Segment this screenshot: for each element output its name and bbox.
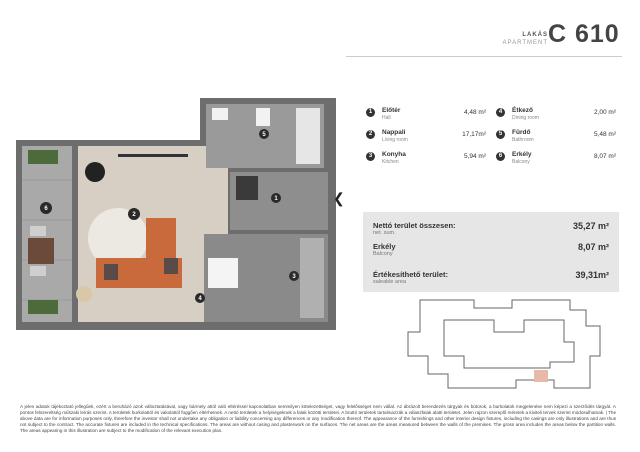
room-number: 1 (366, 108, 375, 117)
balcony-area-sub: Balcony (373, 251, 393, 257)
room-name-en: Kitchen (382, 159, 399, 165)
room-number: 5 (496, 130, 505, 139)
building-key-plan (404, 296, 608, 396)
net-area-value: 35,27 m² (572, 221, 609, 231)
header-divider (346, 56, 622, 57)
room-area: 2,00 m² (593, 109, 616, 116)
room-name: Fürdő (512, 129, 531, 136)
room-name-en: Bathroom (512, 137, 534, 143)
room-number: 4 (496, 108, 505, 117)
room-name-en: Balcony (512, 159, 530, 165)
room-name-en: Dining room (512, 115, 539, 121)
room-item (366, 150, 486, 170)
room-area: 17,17m² (462, 131, 486, 138)
room-area: 4,48 m² (463, 109, 486, 116)
tv-unit (118, 154, 188, 157)
plan-label-kitchen: 3 (292, 274, 296, 280)
plan-label-dining: 4 (198, 296, 202, 302)
saleable-area-sub: saleable area (373, 279, 407, 285)
room-item (496, 150, 616, 170)
room-name: Előtér (382, 107, 401, 114)
room-name: Nappali (382, 129, 406, 136)
balcony-table (28, 238, 54, 264)
balcony-area-label: Erkély (373, 242, 396, 251)
room-item (366, 128, 486, 148)
balcony-floor (22, 146, 72, 322)
bathtub (296, 108, 320, 164)
entrance-arrow-icon: ❮ (333, 190, 345, 206)
room-number: 2 (366, 130, 375, 139)
room-name: Konyha (382, 151, 406, 158)
net-area-sub: net. sum. (373, 230, 396, 236)
floor-plan (0, 0, 345, 340)
room-name: Étkező (512, 107, 533, 114)
plan-label-bathroom: 5 (262, 132, 266, 138)
room-number: 6 (496, 152, 505, 161)
room-item (496, 128, 616, 148)
plan-label-balcony: 6 (44, 206, 48, 212)
room-item (496, 106, 616, 126)
lamp (85, 162, 105, 182)
room-area: 8,07 m² (593, 153, 616, 160)
planter (28, 300, 58, 314)
apartment-label-hu: LAKÁS (522, 32, 548, 38)
room-area: 5,48 m² (593, 131, 616, 138)
saleable-area-value: 39,31m² (575, 270, 609, 280)
sink (212, 108, 228, 120)
planter (28, 150, 58, 164)
kitchen-counter (300, 238, 324, 318)
apartment-label-en: APARTMENT (502, 40, 548, 46)
room-name: Erkély (512, 151, 532, 158)
wardrobe (236, 176, 258, 200)
balcony-area-value: 8,07 m² (577, 242, 609, 252)
saleable-area-label: Értékesíthető terület: (373, 270, 449, 279)
toilet (256, 108, 270, 126)
area-summary (363, 212, 619, 292)
plan-label-hall: 1 (274, 196, 278, 202)
room-name-en: Hall (382, 115, 391, 121)
net-area-label: Nettó terület összesen: (373, 221, 456, 230)
room-number: 3 (366, 152, 375, 161)
dining-table (208, 258, 238, 288)
plan-label-living: 2 (132, 212, 136, 218)
room-item (366, 106, 486, 126)
room-area: 5,94 m² (463, 153, 486, 160)
disclaimer-text: A jelen adatok tájékoztató jellegűek, ezért a beruházó azok változtatásával, vagy bármely attól való eltéréssel kapcsolatban semmilyen kötelezettséget, vagy felelősséget nem vállal. Az ábrázolt berendezés tárgyak és bútorok, a burkolatok megjelenése nem képezi a szerződés tárgyát. A pontos felszereltség műszaki leírás szerint. A területek burkolattól és vakolattól függően eltérhetnek. A nettó területek a helyiségeknek a falak közötti területei. A bruttó területek tartalmazzák a válaszfalak alatti területet. Jelen rajzon szereplő méretek a kiviteli tervek szerint módosulhatnak. | The above data are for information purposes only, therefore the investor shall not undertake any obligation or liability concerning any differences or any modification thereof. The appearance of the furnishings and other interior design fixtures, including the casings are only illustrations and are thus not subject to the contract. The accurate fixtures are included in the technical specifications. The areas are without casing and plasterwork on the surfaces. The net areas are the areas measured between the walls of the premises. The gross area includes the areas below the partition walls. The areas appearing in this illustration are subject to the modification of the relevant execution plan. (20, 404, 616, 433)
room-name-en: Living room (382, 137, 408, 143)
apartment-code: C 610 (548, 20, 620, 48)
apartment-location-highlight (534, 370, 548, 382)
